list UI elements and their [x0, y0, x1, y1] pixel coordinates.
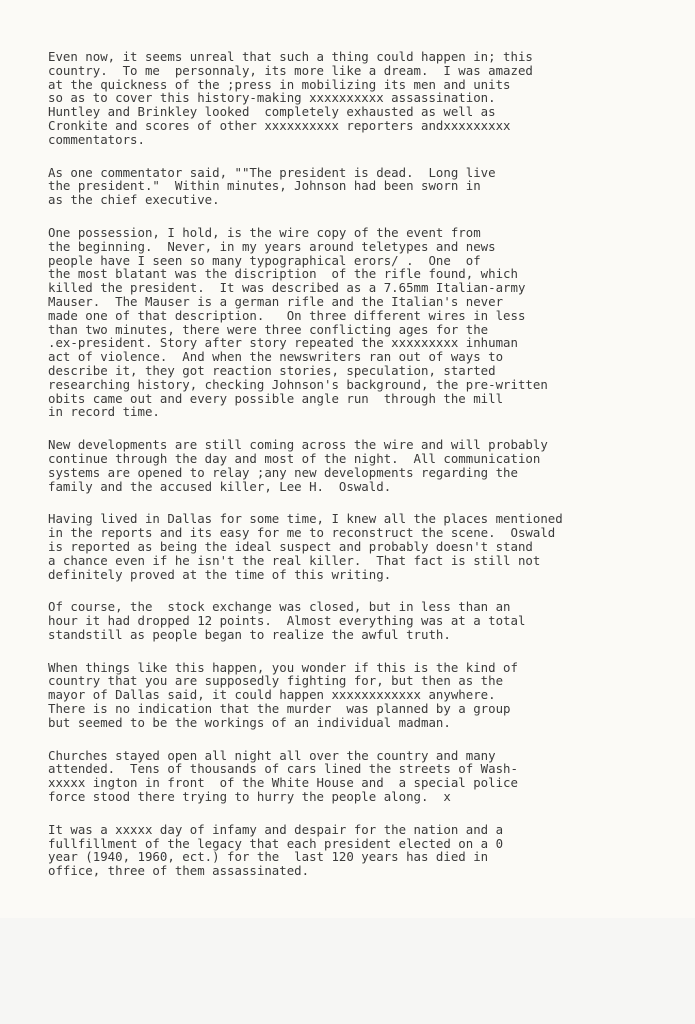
text-line: so as to cover this history-making xxxxxxxxxx assassination.	[48, 90, 496, 106]
text-line: the president." Within minutes, Johnson had been sworn in	[48, 178, 481, 194]
paragraph	[48, 749, 658, 804]
text-line: commentators.	[48, 131, 145, 147]
text-line: As one commentator said, ""The president is dead. Long live	[48, 164, 496, 180]
paragraph	[48, 600, 658, 641]
paragraph	[48, 50, 658, 147]
text-line: Huntley and Brinkley looked completely exhausted as well as	[48, 104, 496, 120]
text-line: When things like this happen, you wonder if this is the kind of	[48, 659, 518, 675]
text-line: Cronkite and scores of other xxxxxxxxxx reporters andxxxxxxxxx	[48, 117, 511, 133]
text-line: in record time.	[48, 404, 160, 420]
text-line: as the chief executive.	[48, 192, 220, 208]
text-line: country that you are supposedly fighting for, but then as the	[48, 673, 504, 689]
text-line: .ex-president. Story after story repeated the xxxxxxxxx inhuman	[48, 335, 518, 351]
text-line: people have I seen so many typographical erors/ . One of	[48, 252, 481, 268]
text-line: act of violence. And when the newswriters ran out of ways to	[48, 349, 504, 365]
text-line: family and the accused killer, Lee H. Oswald.	[48, 478, 392, 494]
text-line: the most blatant was the discription of the rifle found, which	[48, 266, 518, 282]
text-line: office, three of them assassinated.	[48, 863, 310, 879]
text-line: country. To me personnaly, its more like a dream. I was amazed	[48, 62, 533, 78]
text-line: at the quickness of the ;press in mobilizing its men and units	[48, 76, 511, 92]
text-line: force stood there trying to hurry the people along. x	[48, 789, 451, 805]
text-line: the beginning. Never, in my years around teletypes and news	[48, 238, 496, 254]
text-line: Even now, it seems unreal that such a thing could happen in; this	[48, 49, 533, 64]
text-line: One possession, I hold, is the wire copy of the event from	[48, 224, 481, 240]
text-line: attended. Tens of thousands of cars lined the streets of Wash-	[48, 761, 518, 777]
text-line: fullfillment of the legacy that each president elected on a 0	[48, 835, 504, 851]
text-line: Churches stayed open all night all over the country and many	[48, 747, 496, 763]
paragraph	[48, 823, 658, 878]
text-line: killed the president. It was described as a 7.65mm Italian-army	[48, 280, 526, 296]
text-line: mayor of Dallas said, it could happen xxxxxxxxxxxx anywhere.	[48, 687, 496, 703]
text-line: systems are opened to relay ;any new developments regarding the	[48, 464, 518, 480]
paragraph	[48, 166, 658, 207]
text-line: standstill as people began to realize the awful truth.	[48, 626, 451, 642]
text-line: There is no indication that the murder was planned by a group	[48, 701, 511, 717]
paragraph	[48, 226, 658, 419]
text-line: Having lived in Dallas for some time, I knew all the places mentioned	[48, 511, 563, 527]
text-line: year (1940, 1960, ect.) for the last 120 years has died in	[48, 849, 489, 865]
text-line: is reported as being the ideal suspect and probably doesn't stand	[48, 538, 533, 554]
text-line: definitely proved at the time of this writing.	[48, 566, 392, 582]
text-line: made one of that description. On three different wires in less	[48, 307, 526, 323]
text-line: researching history, checking Johnson's background, the pre-written	[48, 376, 548, 392]
background-below-page	[0, 918, 695, 1024]
text-line: It was a xxxxx day of infamy and despair for the nation and a	[48, 821, 504, 837]
paragraph	[48, 512, 658, 581]
text-line: Of course, the stock exchange was closed, but in less than an	[48, 599, 511, 615]
text-line: continue through the day and most of the night. All communication	[48, 450, 541, 466]
text-line: hour it had dropped 12 points. Almost everything was at a total	[48, 613, 526, 629]
text-line: than two minutes, there were three conflicting ages for the	[48, 321, 489, 337]
text-line: Mauser. The Mauser is a german rifle and the Italian's never	[48, 293, 504, 309]
document-body	[48, 50, 658, 897]
text-line: in the reports and its easy for me to reconstruct the scene. Oswald	[48, 525, 556, 541]
paragraph	[48, 438, 658, 493]
text-line: a chance even if he isn't the real killer. That fact is still not	[48, 552, 541, 568]
text-line: New developments are still coming across the wire and will probably	[48, 437, 548, 453]
text-line: describe it, they got reaction stories, speculation, started	[48, 362, 496, 378]
paragraph	[48, 661, 658, 730]
text-line: obits came out and every possible angle run through the mill	[48, 390, 504, 406]
text-line: but seemed to be the workings of an individual madman.	[48, 714, 451, 730]
text-line: xxxxx ington in front of the White House and a special police	[48, 775, 518, 791]
